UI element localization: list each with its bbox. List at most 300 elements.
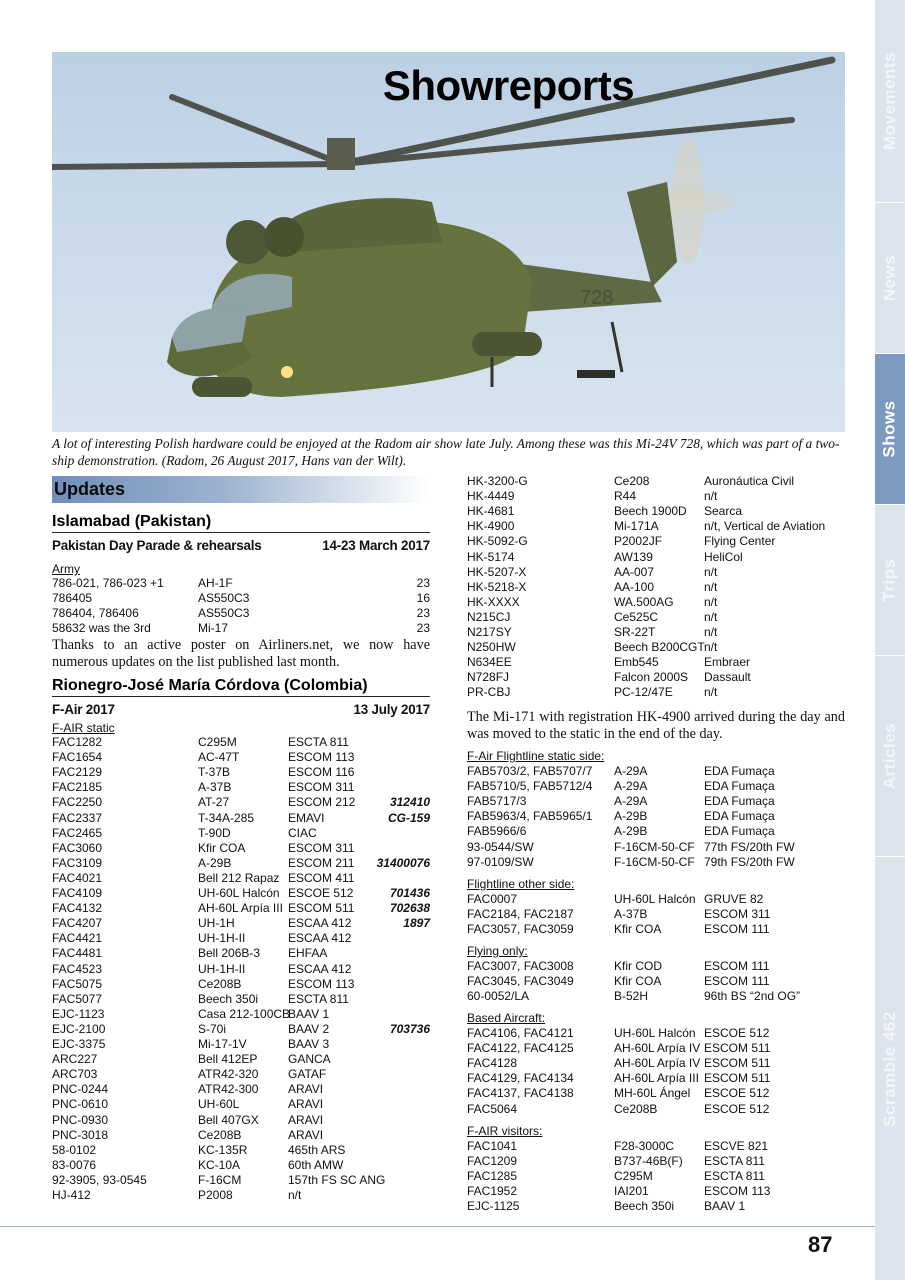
table-cell: HK-4900 xyxy=(467,519,515,534)
table-cell: Kfir COA xyxy=(198,840,246,855)
side-tabs xyxy=(875,0,905,1280)
table-cell: A-29A xyxy=(614,794,648,809)
table-cell: AT-27 xyxy=(198,795,230,810)
table-cell: FAC3109 xyxy=(52,855,103,870)
table-cell: n/t xyxy=(704,579,718,594)
table-cell: Ce208B xyxy=(198,976,242,991)
table-cell: HeliCol xyxy=(704,549,743,564)
table-cell: SR-22T xyxy=(614,625,656,639)
table-cell: ESCAA 412 xyxy=(288,961,352,976)
table-cell: EJC-1123 xyxy=(52,1006,105,1021)
table-cell: F-16CM-50-CF xyxy=(614,854,695,869)
table-row xyxy=(52,1113,432,1128)
table-cell: BAAV 1 xyxy=(288,1006,330,1021)
table-cell: Beech 350i xyxy=(614,1199,675,1214)
table-cell: A-29B xyxy=(614,824,648,839)
table-cell: BAAV 3 xyxy=(288,1037,330,1051)
tab-articles[interactable] xyxy=(875,656,905,856)
table-cell: ESCOM 113 xyxy=(288,976,355,991)
table-cell: FAB5703/2, FAB5707/7 xyxy=(467,764,593,778)
tab-trips-label: Trips xyxy=(880,558,899,602)
table-cell: PNC-3018 xyxy=(52,1127,109,1142)
table-cell: EDA Fumaça xyxy=(704,794,775,809)
islamabad-event xyxy=(52,538,430,554)
table-cell: AA-007 xyxy=(614,564,655,579)
table-row xyxy=(467,519,847,534)
table-cell: ESCOM 116 xyxy=(288,765,355,780)
table-row xyxy=(52,992,432,1007)
table-cell: AW139 xyxy=(614,549,653,564)
table-row xyxy=(52,780,432,795)
table-cell: FAC1952 xyxy=(467,1184,518,1199)
table-cell: FAC1282 xyxy=(52,735,103,749)
tab-news[interactable] xyxy=(875,203,905,353)
table-cell: HK-XXXX xyxy=(467,594,520,609)
table-cell: UH-60L xyxy=(198,1097,240,1112)
table-cell: BAAV 2 xyxy=(288,1021,330,1036)
table-cell: FAC1285 xyxy=(467,1169,518,1184)
table-cell: PC-12/47E xyxy=(614,685,673,700)
table-cell: PNC-0930 xyxy=(52,1112,109,1127)
updates-heading-bar xyxy=(52,476,430,503)
table-cell: F-16CM xyxy=(198,1172,242,1187)
table-row xyxy=(52,1143,432,1158)
table-row xyxy=(52,811,432,826)
table-row xyxy=(467,1071,847,1086)
table-cell: N217SY xyxy=(467,625,512,639)
table-cell: FAC5075 xyxy=(52,976,103,991)
visitors-sub: F-AIR visitors: xyxy=(467,1124,543,1138)
table-cell: C295M xyxy=(198,735,237,749)
table-cell: PNC-0610 xyxy=(52,1097,109,1112)
table-cell: n/t xyxy=(704,609,718,624)
table-cell: ESCOM 511 xyxy=(704,1056,771,1071)
table-cell: ESCOM 511 xyxy=(288,901,355,916)
table-cell: FAC2250 xyxy=(52,795,103,810)
table-cell: Bell 206B-3 xyxy=(198,946,261,961)
table-cell: GANCA xyxy=(288,1052,331,1067)
table-row xyxy=(467,1169,847,1184)
table-cell: Dassault xyxy=(704,670,751,685)
table-cell: Beech 350i xyxy=(198,991,259,1006)
table-cell: B737-46B(F) xyxy=(614,1154,683,1169)
table-cell: 92-3905, 93-0545 xyxy=(52,1172,147,1187)
table-cell: Beech 1900D xyxy=(614,504,687,519)
table-cell: WA.500AG xyxy=(614,594,674,609)
table-cell: C295M xyxy=(614,1169,653,1184)
table-cell: BAAV 1 xyxy=(704,1199,746,1214)
tab-movements[interactable] xyxy=(875,0,905,202)
table-cell: EMAVI xyxy=(288,810,325,825)
table-cell: 786405 xyxy=(52,591,93,606)
mi171-note: The Mi-171 with registration HK-4900 arrived during the day and was moved to the static in the end of the day. xyxy=(467,709,845,742)
rionegro-event xyxy=(52,702,430,718)
table-row xyxy=(467,610,847,625)
table-row xyxy=(467,685,847,700)
table-cell: ESCTA 811 xyxy=(288,735,349,749)
table-cell: CG-159 xyxy=(387,810,430,825)
table-cell: ESCOM 111 xyxy=(704,959,770,973)
table-row xyxy=(467,1154,847,1169)
table-row xyxy=(52,1158,432,1173)
table-cell: 312410 xyxy=(389,795,430,810)
table-cell: EDA Fumaça xyxy=(704,824,775,839)
table-row xyxy=(467,794,847,809)
table-cell: ESCOE 512 xyxy=(704,1026,770,1040)
table-row xyxy=(52,1052,432,1067)
table-cell: GATAF xyxy=(288,1067,327,1082)
table-cell: ATR42-300 xyxy=(198,1082,259,1097)
table-row xyxy=(467,670,847,685)
table-cell: ESCOM 411 xyxy=(288,870,355,885)
table-row xyxy=(467,1102,847,1117)
table-row xyxy=(467,625,847,640)
table-cell: FAC1041 xyxy=(467,1139,518,1153)
table-cell: R44 xyxy=(614,489,637,504)
islamabad-event-date: 14-23 March 2017 xyxy=(322,538,430,553)
table-row xyxy=(52,765,432,780)
table-cell: Kfir COA xyxy=(614,922,662,937)
islamabad-heading: Islamabad (Pakistan) xyxy=(52,512,430,533)
table-cell: 60th AMW xyxy=(288,1157,344,1172)
table-row xyxy=(467,1139,847,1154)
table-row xyxy=(467,640,847,655)
table-cell: 60-0052/LA xyxy=(467,989,530,1004)
table-cell: FAC4129, FAC4134 xyxy=(467,1071,574,1086)
table-cell: FAC2185 xyxy=(52,780,103,795)
table-cell: FAC2337 xyxy=(52,810,103,825)
table-cell: 16 xyxy=(416,591,430,606)
table-cell: FAC5064 xyxy=(467,1101,518,1116)
table-cell: ESCAA 412 xyxy=(288,916,352,931)
rionegro-heading: Rionegro-José María Córdova (Colombia) xyxy=(52,676,430,697)
table-cell: n/t, Vertical de Aviation xyxy=(704,519,826,534)
table-cell: A-29B xyxy=(198,855,232,870)
table-cell: GRUVE 82 xyxy=(704,892,764,906)
table-row xyxy=(467,1056,847,1071)
table-cell: n/t xyxy=(704,685,718,700)
table-row xyxy=(467,1026,847,1041)
page-number: 87 xyxy=(808,1232,833,1257)
table-cell: IAI201 xyxy=(614,1184,649,1199)
table-cell: FAC3007, FAC3008 xyxy=(467,959,574,973)
table-cell: Bell 212 Rapaz xyxy=(198,870,280,885)
table-cell: S-70i xyxy=(198,1021,227,1036)
table-row xyxy=(52,1188,432,1203)
table-cell: ESCOM 511 xyxy=(704,1071,771,1086)
table-row xyxy=(52,1173,432,1188)
table-cell: T-34A-285 xyxy=(198,810,255,825)
table-cell: UH-60L Halcón xyxy=(614,1026,696,1040)
table-cell: AC-47T xyxy=(198,750,240,765)
table-cell: ARAVI xyxy=(288,1112,324,1127)
table-row xyxy=(52,735,432,750)
table-row xyxy=(52,826,432,841)
table-cell: n/t xyxy=(704,489,718,504)
table-row xyxy=(52,856,432,871)
table-row xyxy=(52,1022,432,1037)
table-row xyxy=(467,565,847,580)
table-cell: 702638 xyxy=(389,901,430,916)
table-cell: FAC4128 xyxy=(467,1056,518,1071)
islamabad-note: Thanks to an active poster on Airliners.net, we now have numerous updates on the list published last month. xyxy=(52,637,430,670)
table-cell: 786-021, 786-023 +1 xyxy=(52,576,164,590)
table-cell: F-16CM-50-CF xyxy=(614,839,695,854)
table-cell: FAC1654 xyxy=(52,750,103,765)
table-cell: HK-5207-X xyxy=(467,564,527,579)
table-row xyxy=(467,655,847,670)
table-cell: 97-0109/SW xyxy=(467,854,534,869)
table-row xyxy=(52,841,432,856)
table-row xyxy=(467,809,847,824)
table-cell: Kfir COD xyxy=(614,959,662,973)
table-cell: T-90D xyxy=(198,825,231,840)
table-cell: Ce208B xyxy=(614,1101,658,1116)
table-cell: FAC3060 xyxy=(52,840,103,855)
table-cell: UH-1H xyxy=(198,916,235,931)
table-cell: 703736 xyxy=(389,1021,430,1036)
table-cell: n/t xyxy=(704,625,718,639)
table-cell: ESCOM 311 xyxy=(704,907,771,922)
table-cell: FAC2129 xyxy=(52,765,103,780)
table-cell: ARAVI xyxy=(288,1082,324,1097)
table-row xyxy=(467,504,847,519)
table-cell: N634EE xyxy=(467,655,512,670)
table-row xyxy=(52,977,432,992)
table-cell: AH-60L Arpía III xyxy=(198,901,283,916)
tab-news-label: News xyxy=(880,254,900,302)
table-cell: ESCOE 512 xyxy=(288,886,354,900)
table-cell: P2002JF xyxy=(614,534,663,549)
table-cell: Casa 212-100CB xyxy=(198,1006,291,1021)
table-cell: N728FJ xyxy=(467,670,510,685)
table-row xyxy=(467,1199,847,1214)
rionegro-event-name: F-Air 2017 xyxy=(52,702,115,717)
page-title: Showreports xyxy=(382,62,635,109)
table-cell: ESCOE 512 xyxy=(704,1086,770,1101)
table-row xyxy=(52,750,432,765)
table-cell: EDA Fumaça xyxy=(704,764,775,778)
table-row xyxy=(467,855,847,870)
table-cell: B-52H xyxy=(614,989,649,1004)
table-cell: AH-60L Arpía IV xyxy=(614,1041,701,1056)
islamabad-event-name: Pakistan Day Parade & rehearsals xyxy=(52,538,262,553)
table-cell: EJC-1125 xyxy=(467,1199,520,1214)
table-cell: HK-5218-X xyxy=(467,579,527,594)
table-cell: ESCOE 512 xyxy=(704,1101,770,1116)
table-cell: FAC2184, FAC2187 xyxy=(467,907,574,922)
table-row xyxy=(52,1037,432,1052)
table-cell: 23 xyxy=(416,621,430,636)
table-cell: ESCOM 511 xyxy=(704,1041,771,1056)
table-row xyxy=(52,576,432,591)
table-cell: A-37B xyxy=(614,907,648,922)
table-row xyxy=(52,795,432,810)
table-row xyxy=(52,962,432,977)
table-cell: Ce208B xyxy=(198,1127,242,1142)
table-cell: 77th FS/20th FW xyxy=(704,839,795,854)
flightline-static-sub: F-Air Flightline static side: xyxy=(467,749,605,763)
table-cell: PNC-0244 xyxy=(52,1082,109,1097)
table-cell: ESCOM 211 xyxy=(288,855,355,870)
table-cell: FAC1209 xyxy=(467,1154,518,1169)
table-row xyxy=(52,1128,432,1143)
table-cell: AS550C3 xyxy=(198,591,250,606)
table-row xyxy=(52,901,432,916)
table-cell: n/t xyxy=(704,640,718,655)
table-cell: FAB5966/6 xyxy=(467,824,527,839)
table-cell: EJC-2100 xyxy=(52,1021,106,1036)
table-cell: n/t xyxy=(704,564,718,579)
table-cell: ESCOM 113 xyxy=(704,1184,771,1199)
tab-shows-label: Shows xyxy=(880,400,900,458)
table-cell: EDA Fumaça xyxy=(704,809,775,824)
table-cell: FAC4106, FAC4121 xyxy=(467,1026,574,1040)
table-cell: HK-3200-G xyxy=(467,474,528,488)
tail-number: 728 xyxy=(580,287,614,309)
table-cell: F28-3000C xyxy=(614,1139,675,1153)
table-cell: ARAVI xyxy=(288,1127,324,1142)
table-cell: ESCOM 212 xyxy=(288,795,356,810)
table-cell: Mi-171A xyxy=(614,519,659,534)
table-cell: 23 xyxy=(416,576,430,590)
table-cell: FAC4421 xyxy=(52,931,103,946)
table-cell: 83-0076 xyxy=(52,1157,97,1172)
table-cell: FAC3045, FAC3049 xyxy=(467,974,574,989)
table-cell: FAC4109 xyxy=(52,886,103,900)
table-cell: UH-1H-II xyxy=(198,961,246,976)
table-row xyxy=(467,959,847,974)
table-cell: Auronáutica Civil xyxy=(704,474,795,488)
tab-scramble-issue[interactable] xyxy=(875,857,905,1280)
table-cell: N215CJ xyxy=(467,609,511,624)
updates-heading: Updates xyxy=(54,479,126,499)
table-cell: ESCOM 111 xyxy=(704,974,770,989)
table-cell: HK-5092-G xyxy=(467,534,528,549)
table-row xyxy=(52,1082,432,1097)
table-cell: KC-10A xyxy=(198,1157,241,1172)
table-row xyxy=(467,474,847,489)
table-row xyxy=(52,1067,432,1082)
table-cell: 79th FS/20th FW xyxy=(704,854,795,869)
table-cell: ESCOM 311 xyxy=(288,780,355,795)
table-cell: AA-100 xyxy=(614,579,655,594)
table-cell: n/t xyxy=(288,1188,302,1202)
table-cell: AH-1F xyxy=(198,576,233,590)
table-cell: n/t xyxy=(704,594,718,609)
table-row xyxy=(52,621,432,636)
table-cell: Mi-17-1V xyxy=(198,1037,247,1051)
table-cell: FAC4523 xyxy=(52,961,103,976)
table-cell: T-37B xyxy=(198,765,231,780)
flying-only-sub: Flying only: xyxy=(467,944,528,958)
table-row xyxy=(467,824,847,839)
table-cell: Searca xyxy=(704,504,743,519)
rionegro-sub: F-AIR static xyxy=(52,721,115,735)
table-cell: N250HW xyxy=(467,640,516,655)
table-cell: HK-5174 xyxy=(467,549,515,564)
table-cell: 58-0102 xyxy=(52,1142,97,1157)
table-row xyxy=(467,974,847,989)
table-row xyxy=(52,1007,432,1022)
table-row xyxy=(467,1184,847,1199)
tab-scramble-issue-label: Scramble 462 xyxy=(880,1010,900,1127)
table-cell: Emb545 xyxy=(614,655,659,670)
table-cell: ESCTA 811 xyxy=(704,1169,765,1184)
table-cell: Beech B200CGT xyxy=(614,640,705,655)
table-cell: Flying Center xyxy=(704,534,776,549)
table-row xyxy=(467,550,847,565)
table-cell: FAC2465 xyxy=(52,825,103,840)
table-cell: 23 xyxy=(416,606,430,621)
table-row xyxy=(467,534,847,549)
tab-trips[interactable] xyxy=(875,505,905,655)
table-cell: ARC703 xyxy=(52,1067,98,1082)
table-cell: CIAC xyxy=(288,825,317,840)
table-cell: A-29B xyxy=(614,809,648,824)
table-cell: A-29A xyxy=(614,779,648,794)
table-cell: 157th FS SC ANG xyxy=(288,1172,386,1187)
table-cell: Bell 407GX xyxy=(198,1112,259,1127)
table-cell: 786404, 786406 xyxy=(52,606,139,621)
table-row xyxy=(52,886,432,901)
table-cell: EHFAA xyxy=(288,946,328,961)
table-row xyxy=(52,1097,432,1112)
table-row xyxy=(467,779,847,794)
table-cell: EJC-3375 xyxy=(52,1037,106,1051)
table-cell: FAC4137, FAC4138 xyxy=(467,1086,574,1101)
table-cell: ESCTA 811 xyxy=(704,1154,765,1169)
rionegro-event-date: 13 July 2017 xyxy=(353,702,430,717)
photo-caption: A lot of interesting Polish hardware could be enjoyed at the Radom air show late July. Among these was this Mi-24V 728, which was part of a two-ship demonstration. (Radom, 26 August 2017, Hans van der Wilt). xyxy=(52,436,840,468)
table-cell: FAC0007 xyxy=(467,892,518,906)
table-cell: Embraer xyxy=(704,655,751,670)
table-cell: ESCVE 821 xyxy=(704,1139,769,1153)
table-cell: FAC4481 xyxy=(52,946,103,961)
table-cell: 1897 xyxy=(403,916,430,931)
table-cell: FAC4021 xyxy=(52,870,103,885)
table-cell: UH-60L Halcón xyxy=(198,886,280,900)
table-cell: FAB5717/3 xyxy=(467,794,527,809)
islamabad-sub: Army xyxy=(52,562,80,576)
table-cell: ESCAA 412 xyxy=(288,931,352,946)
table-row xyxy=(467,892,847,907)
table-cell: UH-60L Halcón xyxy=(614,892,696,906)
table-cell: HK-4449 xyxy=(467,489,515,504)
table-cell: MH-60L Ángel xyxy=(614,1086,691,1101)
table-cell: 465th ARS xyxy=(288,1142,346,1157)
tab-shows[interactable] xyxy=(875,354,905,504)
table-cell: 31400076 xyxy=(376,855,430,870)
table-cell: FAB5963/4, FAB5965/1 xyxy=(467,809,593,824)
table-cell: P2008 xyxy=(198,1188,233,1202)
table-row xyxy=(52,931,432,946)
tab-movements-label: Movements xyxy=(880,51,899,151)
table-row xyxy=(467,764,847,779)
table-row xyxy=(52,916,432,931)
table-cell: KC-135R xyxy=(198,1142,248,1157)
table-row xyxy=(52,946,432,961)
table-cell: ARAVI xyxy=(288,1097,324,1112)
table-cell: A-29A xyxy=(614,764,648,778)
table-row xyxy=(467,580,847,595)
table-cell: ESCOM 113 xyxy=(288,750,355,765)
table-cell: ARC227 xyxy=(52,1052,98,1067)
table-row xyxy=(467,840,847,855)
table-row xyxy=(52,591,432,606)
table-cell: FAC4132 xyxy=(52,901,103,916)
footer-rule xyxy=(0,1226,875,1227)
